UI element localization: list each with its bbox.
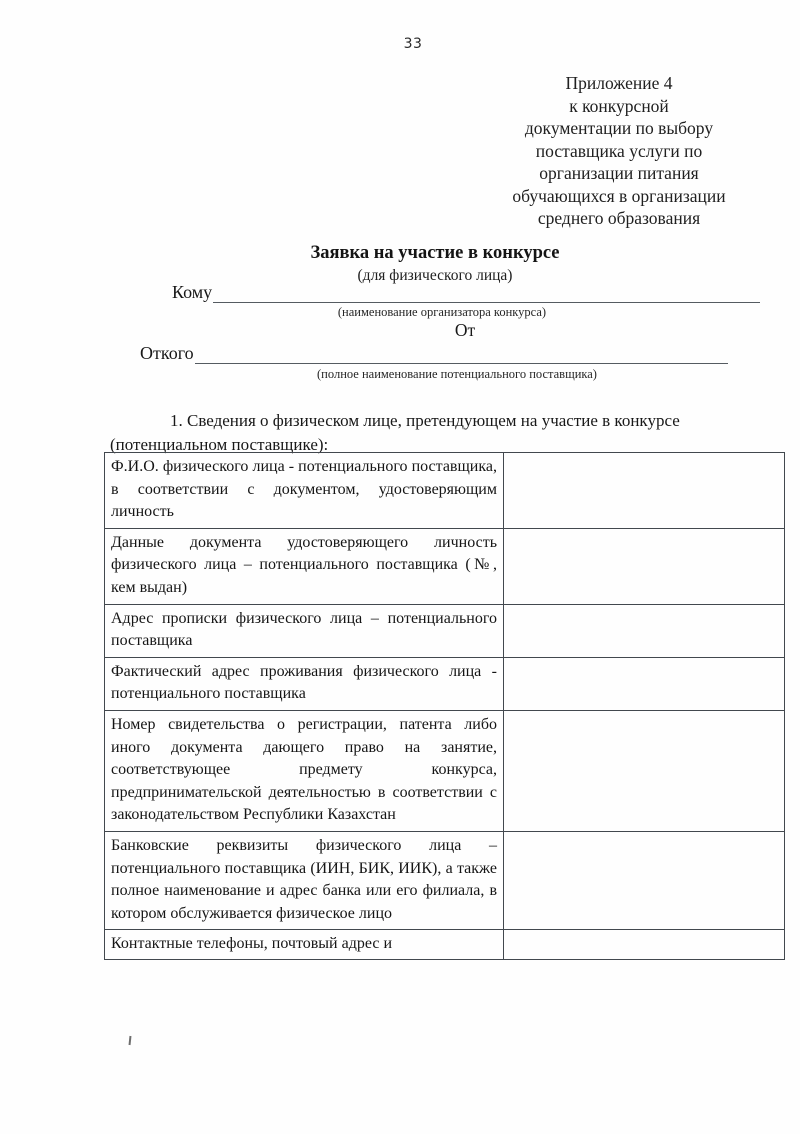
appendix-line-6: обучающихся в организации	[512, 185, 726, 206]
row-value-bank-details[interactable]	[504, 831, 785, 929]
appendix-reference-block	[478, 72, 760, 230]
row-value-id-document[interactable]	[504, 528, 785, 604]
addressee-from-caption: (полное наименование потенциального поставщика)	[317, 367, 597, 381]
document-title: Заявка на участие в конкурсе	[310, 243, 560, 263]
row-value-contacts[interactable]	[504, 930, 785, 960]
table-row	[105, 528, 785, 604]
addressee-to-caption: (наименование организатора конкурса)	[337, 305, 547, 319]
row-label-fio: Ф.И.О. физического лица - потенциального поставщика, в соответствии с документом, удостоверяющим личность	[105, 453, 504, 529]
table-row	[105, 604, 785, 657]
appendix-line-2: к конкурсной	[569, 95, 669, 116]
row-label-actual-address: Фактический адрес проживания физического лица - потенциального поставщика	[105, 657, 504, 710]
table-row	[105, 831, 785, 929]
addressee-to-label: Кому	[172, 282, 213, 302]
row-value-registration-address[interactable]	[504, 604, 785, 657]
row-label-contacts: Контактные телефоны, почтовый адрес и	[105, 930, 504, 960]
row-label-bank-details: Банковские реквизиты физического лица – потенциального поставщика (ИИН, БИК, ИИК), а также полное наименование и адрес банка или его филиала, в котором обслуживается физическое лицо	[105, 831, 504, 929]
row-value-certificate-number[interactable]	[504, 710, 785, 831]
section-1-paragraph: 1. Сведения о физическом лице, претендующем на участие в конкурсе (потенциальном поставщике):	[110, 411, 680, 454]
from-word: От	[454, 320, 476, 340]
appendix-line-7: среднего образования	[537, 208, 701, 228]
row-label-certificate-number: Номер свидетельства о регистрации, патента либо иного документа дающего право на занятие, соответствующее предмету конкурса, предпринимательской деятельностью в соответствии с законодательством Республики Казахстан	[105, 710, 504, 831]
table-row	[105, 453, 785, 529]
row-value-fio[interactable]	[504, 453, 785, 529]
table-row	[105, 657, 785, 710]
scan-artifact	[129, 1036, 132, 1045]
supplier-info-table	[104, 452, 785, 960]
appendix-line-5: организации питания	[539, 163, 699, 183]
addressee-from-fill-line[interactable]	[195, 347, 728, 364]
addressee-from-row	[140, 343, 728, 364]
addressee-from-label: Откого	[140, 343, 194, 363]
row-value-actual-address[interactable]	[504, 657, 785, 710]
addressee-to-fill-line[interactable]	[213, 286, 760, 303]
table-row	[105, 710, 785, 831]
page-number: 33	[403, 36, 423, 52]
appendix-line-1: Приложение 4	[565, 73, 673, 93]
table-row	[105, 930, 785, 960]
document-subtitle: (для физического лица)	[357, 267, 513, 284]
appendix-line-4: поставщика услуги по	[535, 140, 703, 161]
addressee-to-row	[172, 282, 760, 303]
appendix-line-3: документации по выбору	[524, 118, 714, 138]
row-label-id-document: Данные документа удостоверяющего личность физического лица – потенциального поставщика (№, кем выдан)	[105, 528, 504, 604]
row-label-registration-address: Адрес прописки физического лица – потенциального поставщика	[105, 604, 504, 657]
